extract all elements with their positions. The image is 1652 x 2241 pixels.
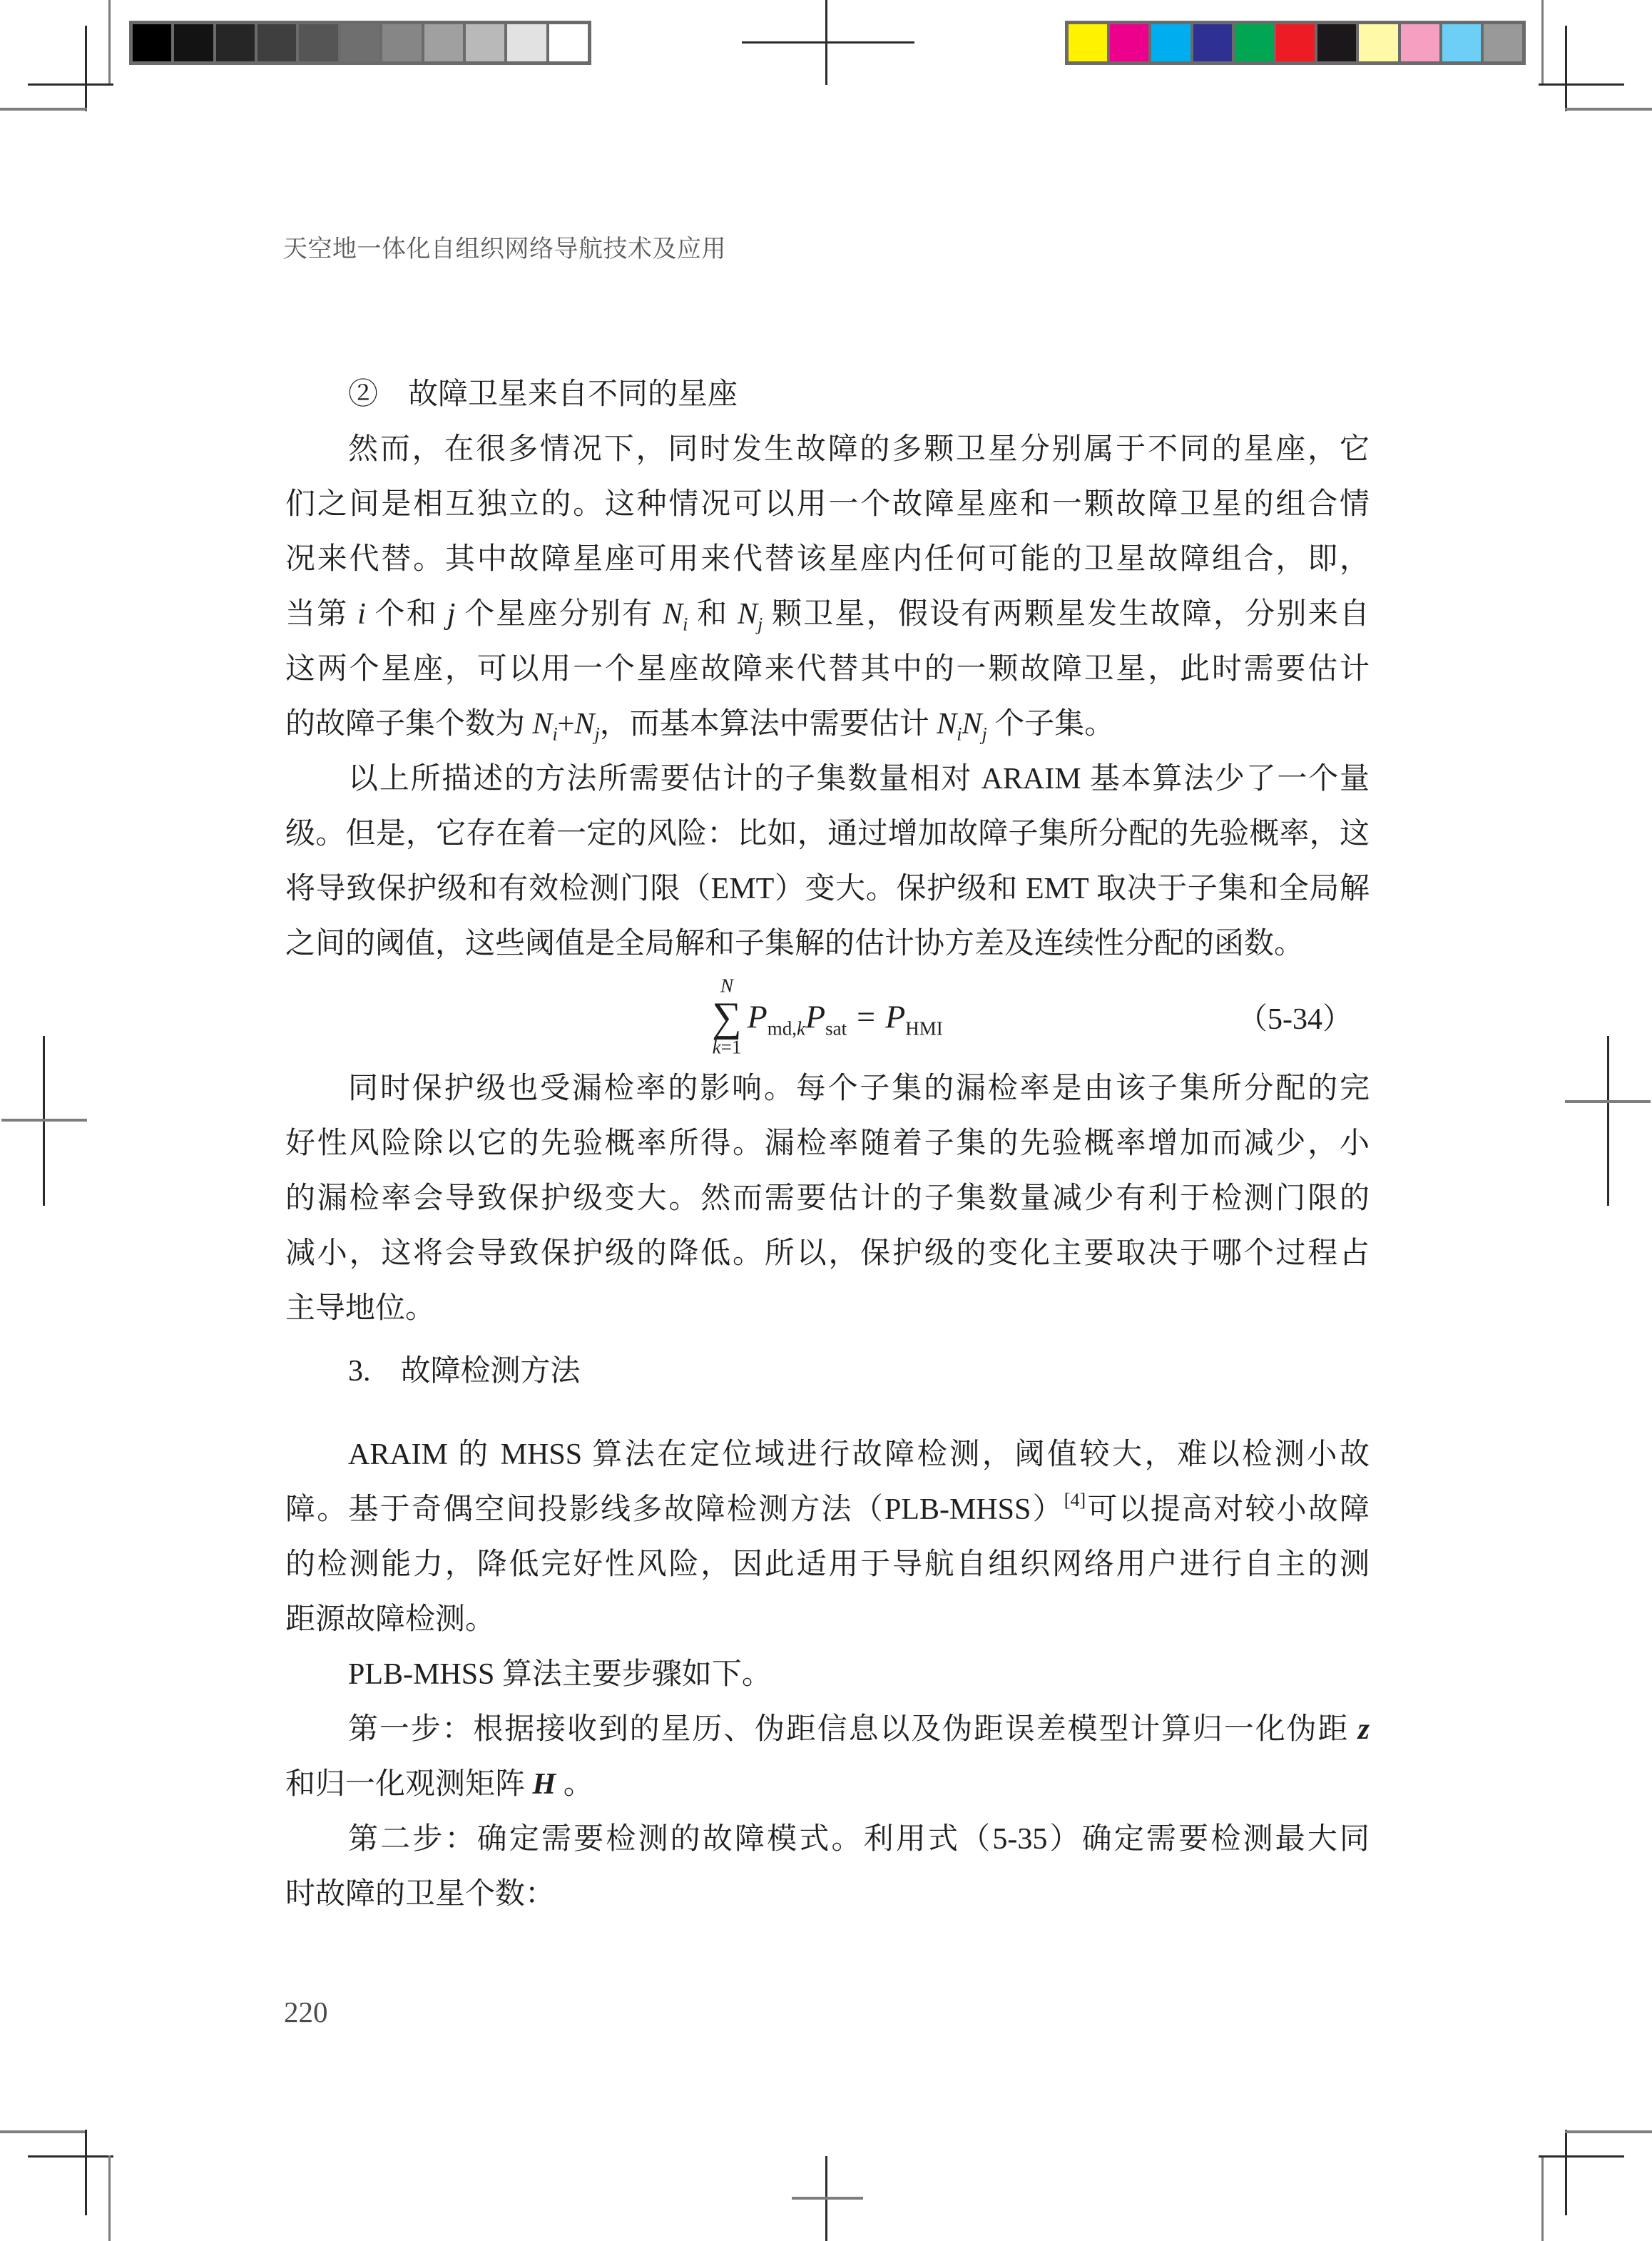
paragraph (285, 1812, 1370, 1922)
text-line: 第二步：确定需要检测的故障模式。利用式（5-35）确定需要检测最大同 (348, 1823, 1370, 1856)
equation-number: （5-34） (1238, 1003, 1352, 1036)
color-calibration-bar (1065, 21, 1526, 65)
text-line: 主导地位。 (285, 1292, 436, 1325)
running-head: 天空地一体化自组织网络导航技术及应用 (283, 236, 726, 263)
grayscale-step (382, 24, 421, 61)
grayscale-step (258, 24, 296, 61)
numbered-heading (285, 1344, 1370, 1399)
color-step (1317, 24, 1356, 61)
text-line: 的检测能力，降低完好性风险，因此适用于导航自组织网络用户进行自主的测 (285, 1548, 1370, 1581)
text-line: 然而，在很多情况下，同时发生故障的多颗卫星分别属于不同的星座，它 (348, 433, 1370, 466)
text-line: 之间的阈值，这些阈值是全局解和子集解的估计协方差及连续性分配的函数。 (285, 928, 1305, 960)
crop-mark-bottom-right (1565, 2130, 1567, 2215)
page-number: 220 (284, 1996, 328, 2028)
color-step (1151, 24, 1190, 61)
crop-mark-top-left (0, 108, 87, 111)
registration-mark-right-middle (1565, 1100, 1651, 1103)
paragraph (285, 422, 1370, 752)
text-line: ② 故障卫星来自不同的星座 (348, 378, 738, 411)
text-line: 时故障的卫星个数： (285, 1878, 556, 1911)
text-line: 3. 故障检测方法 (348, 1355, 581, 1388)
summation-lower-limit: k=1 (712, 1036, 742, 1058)
crop-mark-bottom-left (0, 2130, 87, 2133)
color-step (1484, 24, 1522, 61)
registration-mark-top-center (742, 41, 914, 44)
registration-mark-bottom-center (792, 2197, 863, 2200)
text-line: 以上所描述的方法所需要估计的子集数量相对 ARAIM 基本算法少了一个量 (348, 763, 1370, 796)
crop-mark-bottom-left (28, 2155, 113, 2158)
grayscale-step (299, 24, 337, 61)
color-step (1359, 24, 1397, 61)
text-line: PLB-MHSS 算法主要步骤如下。 (348, 1658, 772, 1691)
text-line: 们之间是相互独立的。这种情况可以用一个故障星座和一颗故障卫星的组合情 (285, 488, 1370, 521)
grayscale-step (424, 24, 463, 61)
grayscale-step (341, 24, 379, 61)
crop-mark-top-right (1541, 0, 1544, 86)
text-line: 距源故障检测。 (285, 1603, 496, 1636)
grayscale-step (216, 24, 255, 61)
summation-upper-limit: N (720, 975, 733, 997)
color-step (1276, 24, 1315, 61)
paragraph (285, 752, 1370, 972)
registration-mark-left-middle (1, 1119, 87, 1122)
text-line: 障。基于奇偶空间投影线多故障检测方法（PLB-MHSS）[4]可以提高对较小故障 (285, 1490, 1370, 1526)
color-step (1069, 24, 1107, 61)
crop-mark-top-left (85, 26, 87, 111)
paragraph (285, 1702, 1370, 1812)
crop-mark-bottom-right (1541, 2155, 1544, 2241)
crop-mark-top-right (1565, 26, 1567, 111)
grayscale-calibration-bar (129, 21, 591, 65)
equation-5-34 (285, 972, 1370, 1062)
text-line: 的故障子集个数为 $N_i+N_j$，而基本算法中需要估计 $N_iN_j$ 个子集。 (285, 708, 1115, 745)
text-line: ARAIM 的 MHSS 算法在定位域进行故障检测，阈值较大，难以检测小故 (348, 1438, 1370, 1471)
color-step (1193, 24, 1232, 61)
crop-mark-bottom-left (85, 2130, 87, 2215)
text-line: 好性风险除以它的先验概率所得。漏检率随着子集的先验概率增加而减少，小 (285, 1127, 1370, 1160)
crop-mark-top-left (108, 0, 111, 86)
paragraph (285, 1428, 1370, 1647)
paragraph (285, 1647, 1370, 1702)
equation-body (712, 976, 942, 1057)
text-line: 当第 i 个和 j 个星座分别有 $N_i$ 和 $N_j$ 颗卫星，假设有两颗星发生故障，分别来自 (285, 598, 1370, 635)
grayscale-step (466, 24, 504, 61)
color-step (1442, 24, 1481, 61)
sigma-icon: ∑ (712, 993, 742, 1040)
crop-mark-top-left (28, 83, 113, 86)
crop-mark-bottom-left (108, 2155, 111, 2241)
text-line: 况来代替。其中故障星座可用来代替该星座内任何可能的卫星故障组合，即， (285, 543, 1370, 576)
crop-mark-top-right (1539, 83, 1624, 86)
crop-mark-bottom-right (1539, 2155, 1624, 2158)
text-line: 这两个星座，可以用一个星座故障来代替其中的一颗故障卫星，此时需要估计 (285, 653, 1370, 686)
text-line: 第一步：根据接收到的星历、伪距信息以及伪距误差模型计算归一化伪距 z (348, 1713, 1370, 1746)
color-step (1235, 24, 1273, 61)
grayscale-step (549, 24, 588, 61)
text-line: 将导致保护级和有效检测门限（EMT）变大。保护级和 EMT 取决于子集和全局解 (285, 873, 1370, 905)
text-line: 的漏检率会导致保护级变大。然而需要估计的子集数量减少有利于检测门限的 (285, 1182, 1370, 1215)
registration-mark-right-middle (1607, 1036, 1609, 1206)
grayscale-step (133, 24, 171, 61)
page-body (285, 367, 1370, 1922)
crop-mark-top-right (1565, 108, 1652, 111)
text-line: 和归一化观测矩阵 H 。 (285, 1768, 593, 1801)
text-line: 级。但是，它存在着一定的风险：比如，通过增加故障子集所分配的先验概率，这 (285, 818, 1370, 850)
color-step (1401, 24, 1439, 61)
color-step (1110, 24, 1148, 61)
summation-symbol (712, 976, 741, 1057)
paragraph (285, 1062, 1370, 1336)
equation-terms: $P_{md,k}P_{sat} = P_{HMI}$ (747, 998, 943, 1040)
crop-mark-bottom-right (1565, 2130, 1652, 2133)
text-line: 减小，这将会导致保护级的降低。所以，保护级的变化主要取决于哪个过程占 (285, 1237, 1370, 1270)
grayscale-step (174, 24, 213, 61)
subsection-heading (285, 367, 1370, 422)
grayscale-step (507, 24, 546, 61)
text-line: 同时保护级也受漏检率的影响。每个子集的漏检率是由该子集所分配的完 (348, 1072, 1370, 1105)
